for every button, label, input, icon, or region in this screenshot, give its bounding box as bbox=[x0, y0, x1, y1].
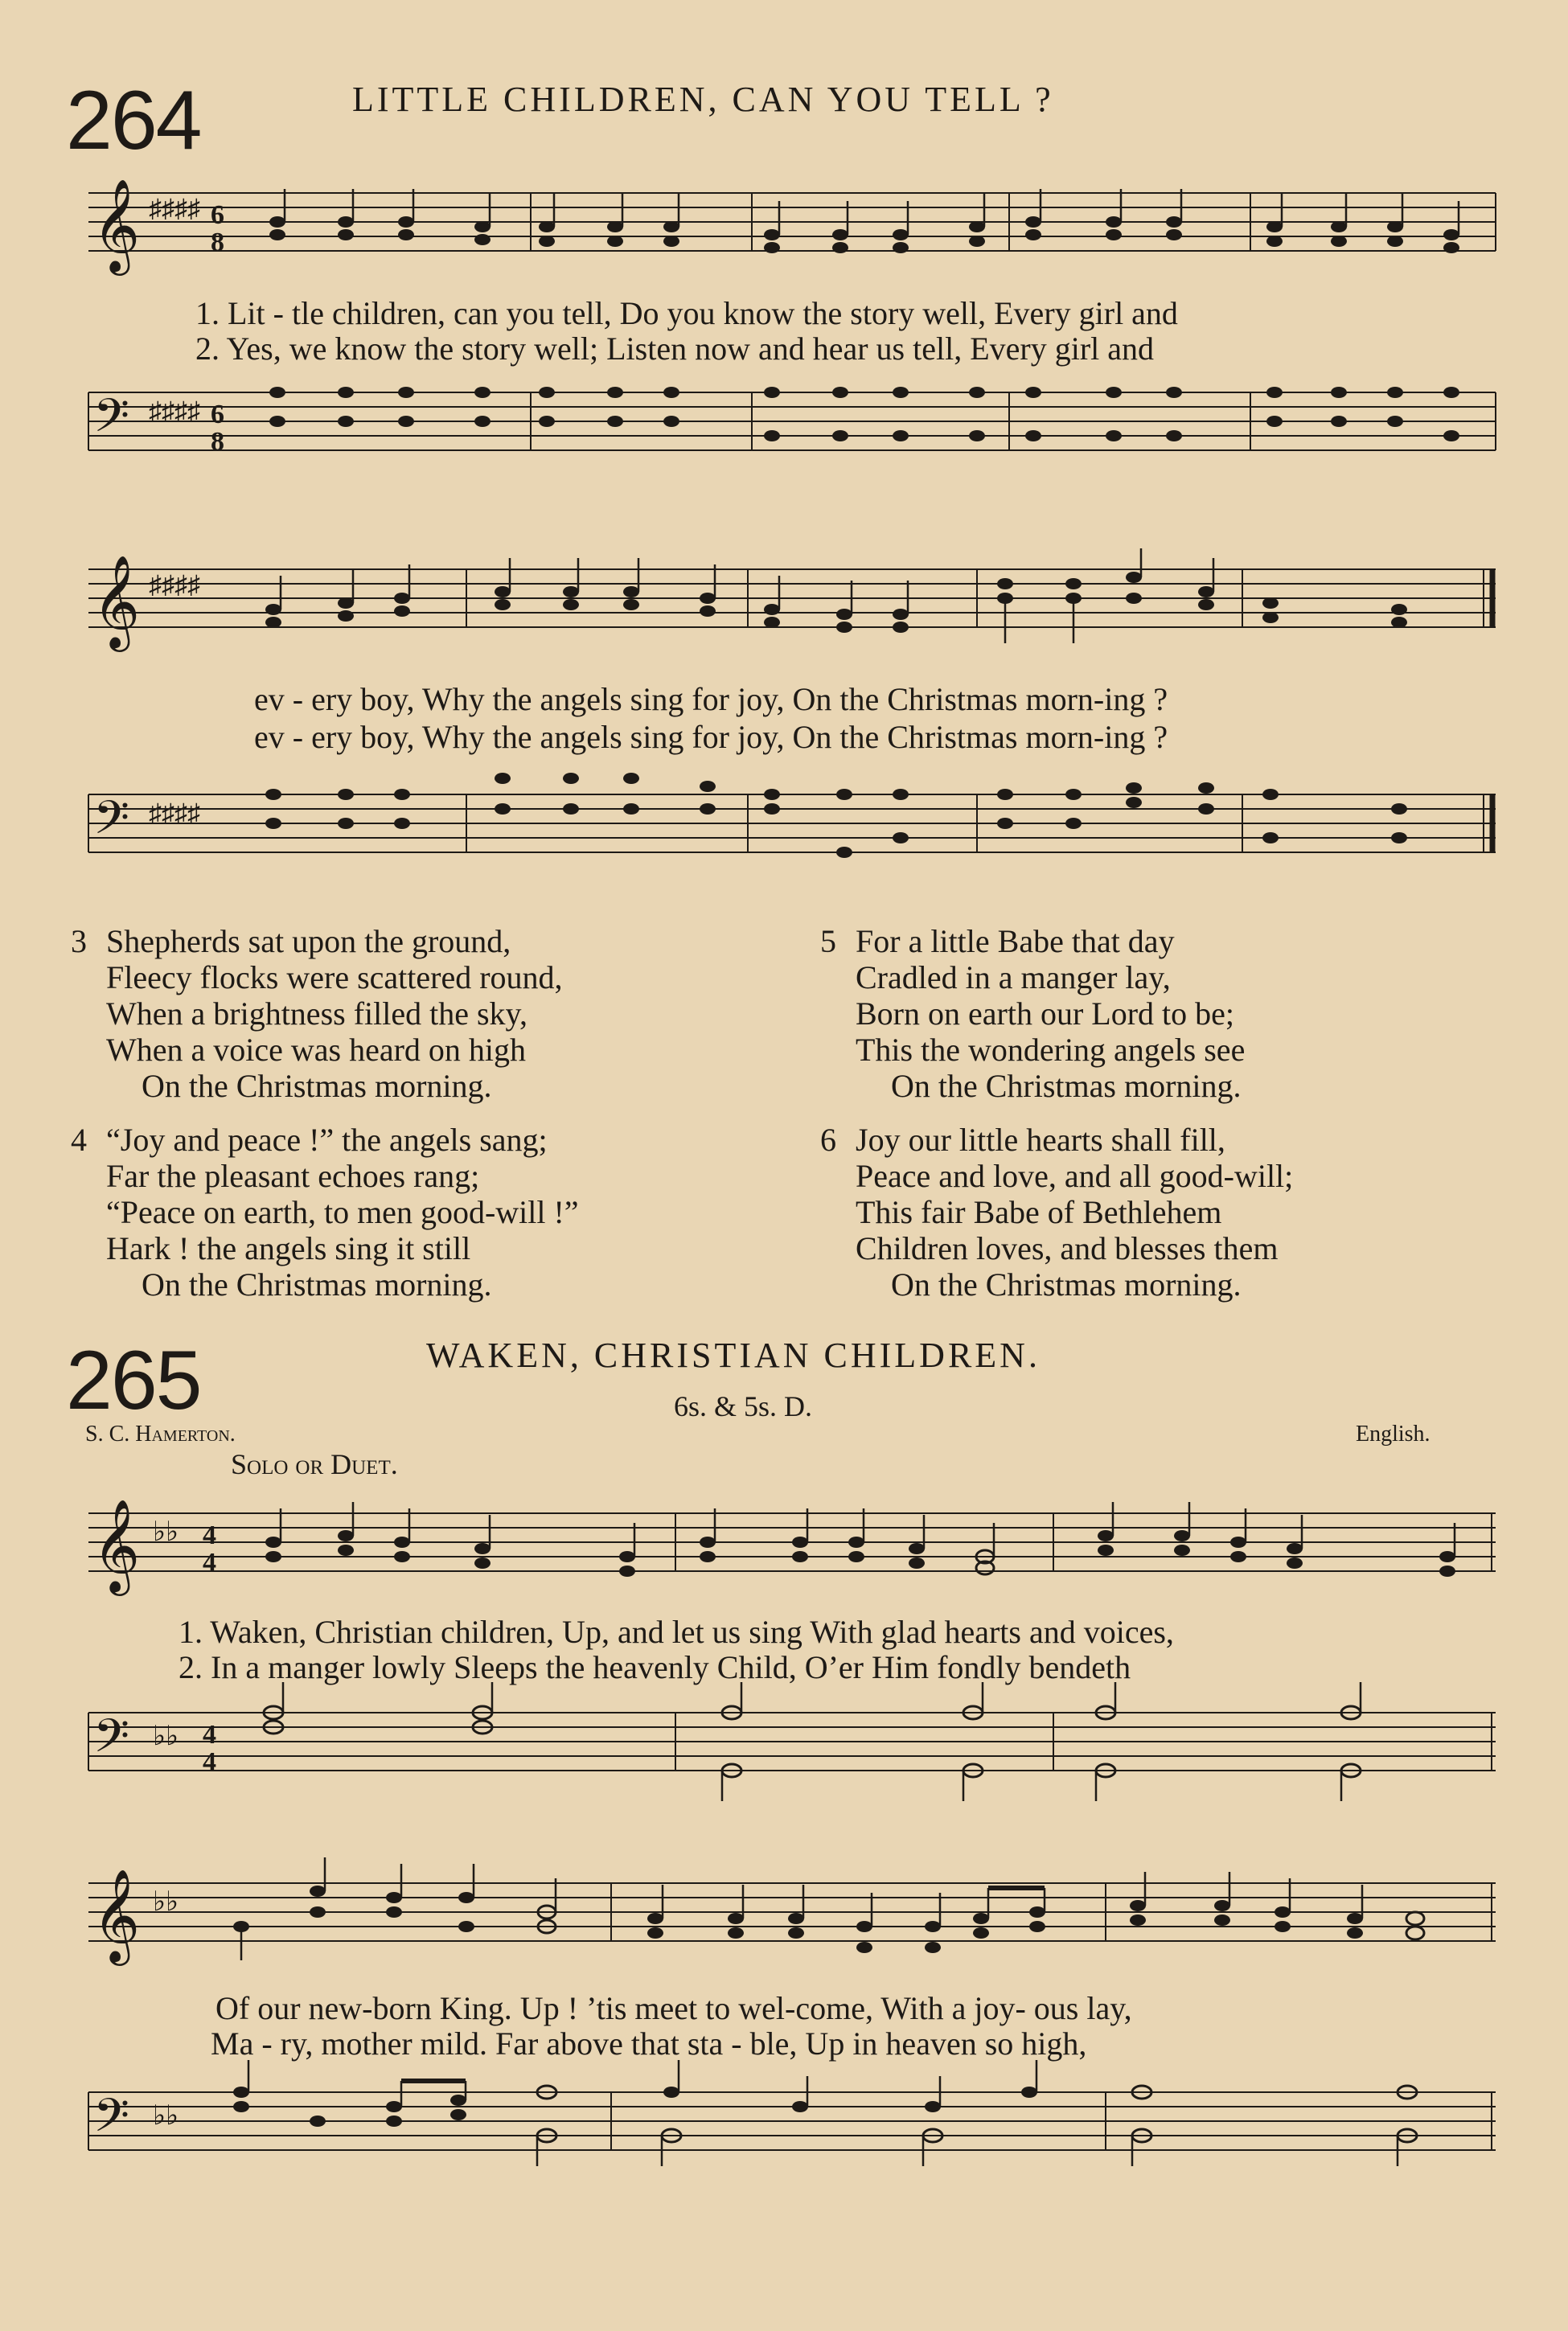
verse-line: On the Christmas morning. bbox=[142, 1266, 492, 1303]
svg-text:4: 4 bbox=[203, 1747, 216, 1777]
svg-text:♭♭: ♭♭ bbox=[153, 1887, 179, 1917]
performance-note: Solo or Duet. bbox=[231, 1448, 398, 1480]
verse-line: This the wondering angels see bbox=[856, 1032, 1246, 1068]
lyric-line: Ma - ry, mother mild. Far above that sta - ble, Up in heaven so high, bbox=[211, 2025, 1087, 2062]
treble-clef-icon: 𝄞 bbox=[92, 1498, 141, 1592]
verse-line: Children loves, and blesses them bbox=[856, 1230, 1279, 1266]
verse-line: On the Christmas morning. bbox=[142, 1068, 492, 1104]
verse-line: Cradled in a manger lay, bbox=[856, 959, 1171, 995]
verse-line: “Joy and peace !” the angels sang; bbox=[106, 1122, 548, 1158]
verse-line: Born on earth our Lord to be; bbox=[856, 995, 1234, 1032]
hymn-title: WAKEN, CHRISTIAN CHILDREN. bbox=[426, 1336, 1041, 1375]
svg-text:6: 6 bbox=[211, 200, 224, 230]
lyric-line: 1. Waken, Christian children, Up, and let us sing With glad hearts and voices, bbox=[179, 1614, 1174, 1650]
verse-line: Far the pleasant echoes rang; bbox=[106, 1158, 480, 1194]
svg-text:♯♯♯♯: ♯♯♯♯ bbox=[149, 798, 200, 827]
lyric-line: Of our new-born King. Up ! ’tis meet to wel-come, With a joy- ous lay, bbox=[215, 1990, 1132, 2026]
treble-clef-icon: 𝄞 bbox=[92, 178, 141, 272]
bass-staff bbox=[0, 778, 1568, 899]
verse-number: 6 bbox=[820, 1122, 836, 1158]
svg-text:4: 4 bbox=[203, 1520, 216, 1550]
svg-text:6: 6 bbox=[211, 400, 224, 429]
treble-staff bbox=[0, 1497, 1568, 1594]
verse-line: Fleecy flocks were scattered round, bbox=[106, 959, 563, 995]
verse-line: For a little Babe that day bbox=[856, 923, 1175, 959]
bass-staff bbox=[0, 2076, 1568, 2213]
bass-clef-icon: 𝄢 bbox=[93, 2088, 130, 2154]
hymn-author: S. C. Hamerton. bbox=[85, 1422, 236, 1447]
lyric-line: ev - ery boy, Why the angels sing for joy, On the Christmas morn-ing ? bbox=[254, 681, 1168, 717]
svg-text:8: 8 bbox=[211, 427, 224, 457]
hymn-number: 264 bbox=[66, 74, 201, 167]
verse-4 bbox=[71, 1122, 579, 1303]
bass-clef-icon: 𝄢 bbox=[93, 790, 130, 856]
verse-line: Peace and love, and all good-will; bbox=[856, 1158, 1294, 1194]
verse-line: “Peace on earth, to men good-will !” bbox=[106, 1194, 579, 1230]
bass-staff bbox=[0, 384, 1568, 505]
verse-line: When a brightness filled the sky, bbox=[106, 995, 527, 1032]
svg-text:4: 4 bbox=[203, 1548, 216, 1578]
treble-clef-icon: 𝄞 bbox=[92, 1868, 141, 1962]
lyric-line: 1. Lit - tle children, can you tell, Do you know the story well, Every girl and bbox=[195, 295, 1178, 331]
lyric-line: 2. Yes, we know the story well; Listen now and hear us tell, Every girl and bbox=[195, 330, 1155, 367]
treble-staff bbox=[0, 1867, 1568, 1980]
treble-staff bbox=[0, 553, 1568, 658]
verse-line: When a voice was heard on high bbox=[106, 1032, 527, 1068]
verse-number: 5 bbox=[820, 923, 836, 959]
svg-text:♭♭: ♭♭ bbox=[153, 1517, 179, 1547]
verse-3 bbox=[71, 923, 563, 1104]
verse-line: This fair Babe of Bethlehem bbox=[856, 1194, 1222, 1230]
lyric-line: ev - ery boy, Why the angels sing for joy, On the Christmas morn-ing ? bbox=[254, 719, 1168, 755]
bass-clef-icon: 𝄢 bbox=[93, 1709, 130, 1775]
verse-number: 4 bbox=[71, 1122, 87, 1158]
hymn-title: LITTLE CHILDREN, CAN YOU TELL ? bbox=[352, 80, 1054, 119]
svg-text:♯♯♯♯: ♯♯♯♯ bbox=[149, 396, 200, 425]
svg-text:♭♭: ♭♭ bbox=[153, 2101, 179, 2131]
svg-text:♭♭: ♭♭ bbox=[153, 1722, 179, 1751]
verse-5 bbox=[820, 923, 1245, 1104]
verse-line: On the Christmas morning. bbox=[891, 1068, 1242, 1104]
hymn-number: 265 bbox=[66, 1334, 201, 1427]
svg-text:8: 8 bbox=[211, 228, 224, 257]
lyric-line: 2. In a manger lowly Sleeps the heavenly Child, O’er Him fondly bendeth bbox=[179, 1649, 1131, 1685]
verse-line: Hark ! the angels sing it still bbox=[106, 1230, 471, 1266]
svg-text:♯♯♯♯: ♯♯♯♯ bbox=[149, 194, 200, 223]
verse-line: Shepherds sat upon the ground, bbox=[106, 923, 511, 959]
verse-line: On the Christmas morning. bbox=[891, 1266, 1242, 1303]
bass-staff bbox=[0, 1697, 1568, 1833]
svg-text:♯♯♯♯: ♯♯♯♯ bbox=[149, 570, 200, 599]
verse-line: Joy our little hearts shall fill, bbox=[856, 1122, 1225, 1158]
treble-clef-icon: 𝄞 bbox=[92, 554, 141, 648]
tune-origin: English. bbox=[1356, 1422, 1430, 1447]
treble-staff bbox=[0, 178, 1568, 281]
bass-clef-icon: 𝄢 bbox=[93, 388, 130, 454]
hymn-meter: 6s. & 5s. D. bbox=[674, 1390, 813, 1422]
svg-text:4: 4 bbox=[203, 1720, 216, 1750]
verse-number: 3 bbox=[71, 923, 87, 959]
verse-6 bbox=[820, 1122, 1293, 1303]
